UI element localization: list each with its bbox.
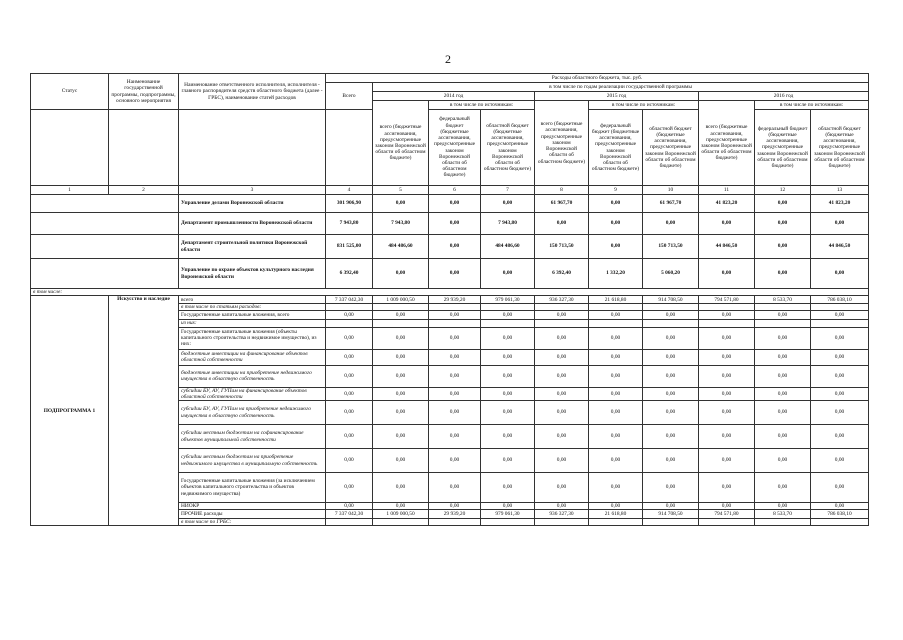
value-cell: 5 060,20 (643, 259, 699, 289)
empty-cell (755, 320, 811, 327)
header-regional-2015: областной бюджет (бюджетные ассигнования, предусмотренные законом Воронежской области об областном бюджете) (643, 110, 699, 186)
value-cell: 0,00 (589, 401, 643, 425)
value-cell: 0,00 (481, 449, 535, 473)
value-cell: 8 533,70 (755, 296, 811, 304)
value-cell: 0,00 (326, 311, 373, 320)
value-cell: 0,00 (535, 425, 589, 449)
column-number: 12 (755, 186, 811, 195)
value-cell: 0,00 (811, 449, 869, 473)
empty-cell (755, 519, 811, 526)
empty-cell (699, 320, 755, 327)
value-cell: 0,00 (699, 425, 755, 449)
header-status: Статус (31, 74, 109, 110)
value-cell: 914 708,50 (643, 510, 699, 519)
value-cell: 786 038,10 (811, 296, 869, 304)
empty-cell (811, 320, 869, 327)
value-cell: 0,00 (326, 387, 373, 400)
subprogram-status: ПОДПРОГРАММА 1 (31, 296, 109, 526)
column-number: 6 (429, 186, 481, 195)
value-cell: 0,00 (481, 503, 535, 510)
value-cell: 29 939,20 (429, 296, 481, 304)
value-cell: 831 525,00 (326, 235, 373, 259)
value-cell: 0,00 (535, 365, 589, 387)
column-number: 9 (589, 186, 643, 195)
value-cell: 8 533,70 (755, 510, 811, 519)
value-cell: 0,00 (481, 311, 535, 320)
value-cell: 0,00 (373, 365, 429, 387)
value-cell: 0,00 (811, 311, 869, 320)
value-cell: 41 823,20 (811, 195, 869, 213)
value-cell: 0,00 (755, 401, 811, 425)
value-cell: 0,00 (755, 365, 811, 387)
empty-cell (481, 519, 535, 526)
value-cell: 0,00 (373, 387, 429, 400)
value-cell: 150 713,50 (643, 235, 699, 259)
budget-table (30, 73, 869, 526)
header-all-2015: всего (бюджетные ассигнования, предусмотренные законом Воронежской области об областном бюджете) (535, 101, 589, 186)
value-cell: 0,00 (326, 327, 373, 349)
value-cell: 0,00 (811, 473, 869, 503)
value-cell: 0,00 (755, 327, 811, 349)
article-label: Государственные капитальные вложения (за исключением объектов капитального строительства и объектов недвижимого имущества) (179, 473, 326, 503)
value-cell: 0,00 (326, 425, 373, 449)
department-row (31, 213, 869, 235)
header-sources-2015: в том числе по источникам: (589, 101, 699, 110)
value-cell: 0,00 (535, 349, 589, 365)
article-label: субсидии БУ, АУ, ГУПам на финансирование объектов областной собственности (179, 387, 326, 400)
value-cell: 7 943,80 (481, 213, 535, 235)
article-label: ПРОЧИЕ расходы (179, 510, 326, 519)
value-cell: 0,00 (699, 387, 755, 400)
empty-cell (589, 304, 643, 311)
value-cell: 0,00 (429, 387, 481, 400)
department-name: Управление по охране объектов культурного наследия Воронежской области (179, 259, 326, 289)
value-cell: 0,00 (755, 195, 811, 213)
value-cell: 0,00 (699, 349, 755, 365)
value-cell: 0,00 (535, 503, 589, 510)
empty-cell (31, 195, 109, 213)
empty-cell (326, 320, 373, 327)
article-label: Государственные капитальные вложения (объекты капитального строительства и недвижимое имущество), из них: (179, 327, 326, 349)
value-cell: 0,00 (811, 387, 869, 400)
subprogram-name: Искусство и наследие (109, 296, 179, 526)
value-cell: 61 967,70 (535, 195, 589, 213)
value-cell: 44 846,50 (699, 235, 755, 259)
subprogram-total-label: всего (179, 296, 326, 304)
by-articles-label: в том числе по статьям расходов: (179, 304, 326, 311)
value-cell: 0,00 (643, 387, 699, 400)
value-cell: 0,00 (481, 195, 535, 213)
article-label: субсидии БУ, АУ, ГУПам на приобретение недвижимого имущества в областную собственность (179, 401, 326, 425)
value-cell: 0,00 (373, 311, 429, 320)
empty-cell (429, 320, 481, 327)
value-cell: 0,00 (699, 473, 755, 503)
value-cell: 0,00 (429, 473, 481, 503)
value-cell: 7 337 042,30 (326, 510, 373, 519)
value-cell: 0,00 (481, 387, 535, 400)
empty-cell (31, 259, 109, 289)
header-sources-2014: в том числе по источникам: (429, 101, 535, 110)
empty-cell (589, 320, 643, 327)
value-cell: 29 939,20 (429, 510, 481, 519)
value-cell: 0,00 (326, 473, 373, 503)
value-cell: 0,00 (699, 311, 755, 320)
empty-cell (326, 519, 373, 526)
empty-cell (109, 235, 179, 259)
value-cell: 0,00 (643, 401, 699, 425)
value-cell: 0,00 (811, 365, 869, 387)
value-cell: 0,00 (429, 425, 481, 449)
article-label: субсидии местным бюджетам на приобретение недвижимого имущества в муниципальную собственность (179, 449, 326, 473)
value-cell: 0,00 (699, 449, 755, 473)
value-cell: 0,00 (429, 195, 481, 213)
value-cell: 41 823,20 (699, 195, 755, 213)
article-label: из них: (179, 320, 326, 327)
value-cell: 21 618,80 (589, 510, 643, 519)
empty-cell (373, 320, 429, 327)
header-year-2016: 2016 год (699, 92, 869, 101)
value-cell: 61 967,70 (643, 195, 699, 213)
value-cell: 0,00 (589, 425, 643, 449)
header-budget-caption: Расходы областного бюджета, тыс. руб. (326, 74, 869, 83)
value-cell: 0,00 (643, 473, 699, 503)
value-cell: 0,00 (589, 327, 643, 349)
value-cell: 0,00 (373, 449, 429, 473)
value-cell: 0,00 (643, 449, 699, 473)
column-number: 1 (31, 186, 109, 195)
value-cell: 0,00 (373, 259, 429, 289)
value-cell: 0,00 (326, 503, 373, 510)
value-cell: 0,00 (429, 235, 481, 259)
empty-cell (429, 304, 481, 311)
empty-cell (643, 320, 699, 327)
empty-cell (811, 519, 869, 526)
header-year-2015: 2015 год (535, 92, 699, 101)
article-label: бюджетные инвестиции на приобретение недвижимого имущества в областную собственность (179, 365, 326, 387)
value-cell: 0,00 (589, 473, 643, 503)
value-cell: 1 009 000,50 (373, 510, 429, 519)
empty-cell (481, 304, 535, 311)
department-name: Департамент строительной политики Воронежской области (179, 235, 326, 259)
value-cell: 0,00 (643, 311, 699, 320)
value-cell: 979 061,30 (481, 296, 535, 304)
value-cell: 1 332,20 (589, 259, 643, 289)
value-cell: 936 327,30 (535, 296, 589, 304)
value-cell: 0,00 (811, 259, 869, 289)
value-cell: 21 618,80 (589, 296, 643, 304)
value-cell: 0,00 (535, 213, 589, 235)
value-cell: 0,00 (429, 503, 481, 510)
column-number: 7 (481, 186, 535, 195)
column-number: 11 (699, 186, 755, 195)
value-cell: 150 713,50 (535, 235, 589, 259)
value-cell: 0,00 (755, 349, 811, 365)
header-federal-2016: федеральный бюджет (бюджетные ассигнования, предусмотренные законом Воронежской области об областном бюджете) (755, 110, 811, 186)
empty-cell (109, 195, 179, 213)
value-cell: 0,00 (429, 311, 481, 320)
value-cell: 0,00 (755, 425, 811, 449)
value-cell: 0,00 (481, 401, 535, 425)
value-cell: 0,00 (535, 473, 589, 503)
value-cell: 0,00 (326, 449, 373, 473)
header-regional-2016: областной бюджет (бюджетные ассигнования, предусмотренные законом Воронежской области об областном бюджете) (811, 110, 869, 186)
value-cell: 0,00 (481, 327, 535, 349)
empty-cell (699, 519, 755, 526)
value-cell: 0,00 (429, 401, 481, 425)
article-label: НИОКР (179, 503, 326, 510)
header-federal-2014: федеральный бюджет (бюджетные ассигнования, предусмотренные законом Воронежской области об областном бюджете) (429, 110, 481, 186)
empty-cell (535, 304, 589, 311)
empty-cell (109, 259, 179, 289)
value-cell: 0,00 (811, 401, 869, 425)
value-cell: 0,00 (429, 449, 481, 473)
value-cell: 0,00 (373, 327, 429, 349)
empty-cell (326, 304, 373, 311)
empty-cell (481, 320, 535, 327)
value-cell: 484 486,60 (373, 235, 429, 259)
header-federal-2015: федеральный бюджет (бюджетные ассигнования, предусмотренные законом Воронежской области об областном бюджете) (589, 110, 643, 186)
header-all-2016: всего (бюджетные ассигнования, предусмотренные законом Воронежской области об областном бюджете) (699, 101, 755, 186)
empty-cell (755, 304, 811, 311)
value-cell: 0,00 (643, 327, 699, 349)
value-cell: 0,00 (481, 259, 535, 289)
value-cell: 0,00 (589, 449, 643, 473)
header-executor: Наименование ответственного исполнителя, исполнителя - главного распорядителя средств областного бюджета (далее - ГРБС), наименование статей расходов (179, 74, 326, 110)
empty-cell (535, 519, 589, 526)
value-cell: 0,00 (755, 259, 811, 289)
value-cell: 0,00 (811, 327, 869, 349)
value-cell: 6 392,40 (535, 259, 589, 289)
department-row (31, 235, 869, 259)
value-cell: 0,00 (589, 503, 643, 510)
department-name: Управление делами Воронежской области (179, 195, 326, 213)
header-name: Наименование государственной программы, подпрограммы, основного мероприятия (109, 74, 179, 110)
value-cell: 0,00 (326, 401, 373, 425)
value-cell: 0,00 (535, 327, 589, 349)
value-cell: 484 486,60 (481, 235, 535, 259)
department-row (31, 195, 869, 213)
value-cell: 0,00 (429, 213, 481, 235)
value-cell: 0,00 (373, 473, 429, 503)
subprogram-total-row (31, 296, 869, 304)
header-years-caption: в том числе по годам реализации государственной программы (373, 83, 869, 92)
value-cell: 44 846,50 (811, 235, 869, 259)
header-sources-2016: в том числе по источникам: (755, 101, 869, 110)
value-cell: 0,00 (429, 259, 481, 289)
empty-cell (811, 304, 869, 311)
value-cell: 0,00 (811, 213, 869, 235)
value-cell: 0,00 (699, 259, 755, 289)
value-cell: 0,00 (755, 213, 811, 235)
in-that-number-label: в том числе: (31, 289, 869, 296)
empty-cell (429, 519, 481, 526)
empty-cell (31, 235, 109, 259)
value-cell: 0,00 (811, 503, 869, 510)
header-year-2014: 2014 год (373, 92, 535, 101)
value-cell: 0,00 (373, 195, 429, 213)
column-number: 4 (326, 186, 373, 195)
article-label: бюджетные инвестиции на финансирование объектов областной собственности (179, 349, 326, 365)
empty-cell (699, 304, 755, 311)
value-cell: 0,00 (643, 503, 699, 510)
value-cell: 0,00 (429, 349, 481, 365)
value-cell: 0,00 (589, 349, 643, 365)
value-cell: 0,00 (589, 387, 643, 400)
value-cell: 0,00 (643, 425, 699, 449)
value-cell: 0,00 (481, 349, 535, 365)
empty-cell (373, 304, 429, 311)
empty-cell (31, 213, 109, 235)
value-cell: 0,00 (699, 213, 755, 235)
value-cell: 7 943,80 (326, 213, 373, 235)
value-cell: 0,00 (373, 349, 429, 365)
value-cell: 0,00 (589, 311, 643, 320)
value-cell: 0,00 (699, 365, 755, 387)
value-cell: 0,00 (429, 365, 481, 387)
value-cell: 0,00 (811, 425, 869, 449)
value-cell: 0,00 (811, 349, 869, 365)
empty-cell (589, 519, 643, 526)
header-regional-2014: областной бюджет (бюджетные ассигнования, предусмотренные законом Воронежской области об областном бюджете) (481, 110, 535, 186)
value-cell: 7 943,80 (373, 213, 429, 235)
value-cell: 0,00 (429, 327, 481, 349)
value-cell: 6 392,40 (326, 259, 373, 289)
value-cell: 794 571,80 (699, 296, 755, 304)
value-cell: 0,00 (589, 235, 643, 259)
value-cell: 794 571,80 (699, 510, 755, 519)
value-cell: 7 337 042,30 (326, 296, 373, 304)
value-cell: 0,00 (755, 387, 811, 400)
value-cell: 0,00 (326, 365, 373, 387)
header-total: Всего (326, 83, 373, 110)
value-cell: 0,00 (535, 311, 589, 320)
page-number: 2 (445, 52, 451, 66)
value-cell: 301 906,90 (326, 195, 373, 213)
value-cell: 0,00 (373, 503, 429, 510)
value-cell: 0,00 (699, 327, 755, 349)
value-cell: 0,00 (643, 349, 699, 365)
value-cell: 0,00 (643, 213, 699, 235)
column-number: 13 (811, 186, 869, 195)
value-cell: 0,00 (755, 503, 811, 510)
grbs-label: в том числе по ГРБС: (179, 519, 326, 526)
value-cell: 1 009 000,50 (373, 296, 429, 304)
value-cell: 0,00 (535, 449, 589, 473)
value-cell: 0,00 (481, 425, 535, 449)
value-cell: 0,00 (535, 387, 589, 400)
department-name: Департамент промышленности Воронежской области (179, 213, 326, 235)
value-cell: 0,00 (755, 449, 811, 473)
value-cell: 0,00 (535, 401, 589, 425)
empty-cell (643, 519, 699, 526)
article-label: Государственные капитальные вложения, всего (179, 311, 326, 320)
value-cell: 786 038,10 (811, 510, 869, 519)
value-cell: 0,00 (755, 311, 811, 320)
value-cell: 0,00 (699, 401, 755, 425)
value-cell: 0,00 (699, 503, 755, 510)
column-number: 8 (535, 186, 589, 195)
article-label: субсидии местным бюджетам на софинансирование объектов муниципальной собственности (179, 425, 326, 449)
empty-cell (535, 320, 589, 327)
column-number: 3 (179, 186, 326, 195)
column-numbers-row (31, 186, 869, 195)
value-cell: 0,00 (481, 473, 535, 503)
column-number: 2 (109, 186, 179, 195)
value-cell: 979 061,30 (481, 510, 535, 519)
value-cell: 914 708,50 (643, 296, 699, 304)
empty-cell (109, 213, 179, 235)
value-cell: 0,00 (481, 365, 535, 387)
column-number: 10 (643, 186, 699, 195)
empty-cell (373, 519, 429, 526)
value-cell: 936 327,30 (535, 510, 589, 519)
column-number: 5 (373, 186, 429, 195)
value-cell: 0,00 (326, 349, 373, 365)
value-cell: 0,00 (589, 365, 643, 387)
value-cell: 0,00 (373, 425, 429, 449)
value-cell: 0,00 (755, 235, 811, 259)
department-row (31, 259, 869, 289)
value-cell: 0,00 (373, 401, 429, 425)
value-cell: 0,00 (589, 195, 643, 213)
header-all-2014: всего (бюджетные ассигнования, предусмотренные законом Воронежской области об областном бюджете) (373, 101, 429, 186)
in-that-number-row (31, 289, 869, 296)
value-cell: 0,00 (643, 365, 699, 387)
value-cell: 0,00 (589, 213, 643, 235)
empty-cell (643, 304, 699, 311)
value-cell: 0,00 (755, 473, 811, 503)
